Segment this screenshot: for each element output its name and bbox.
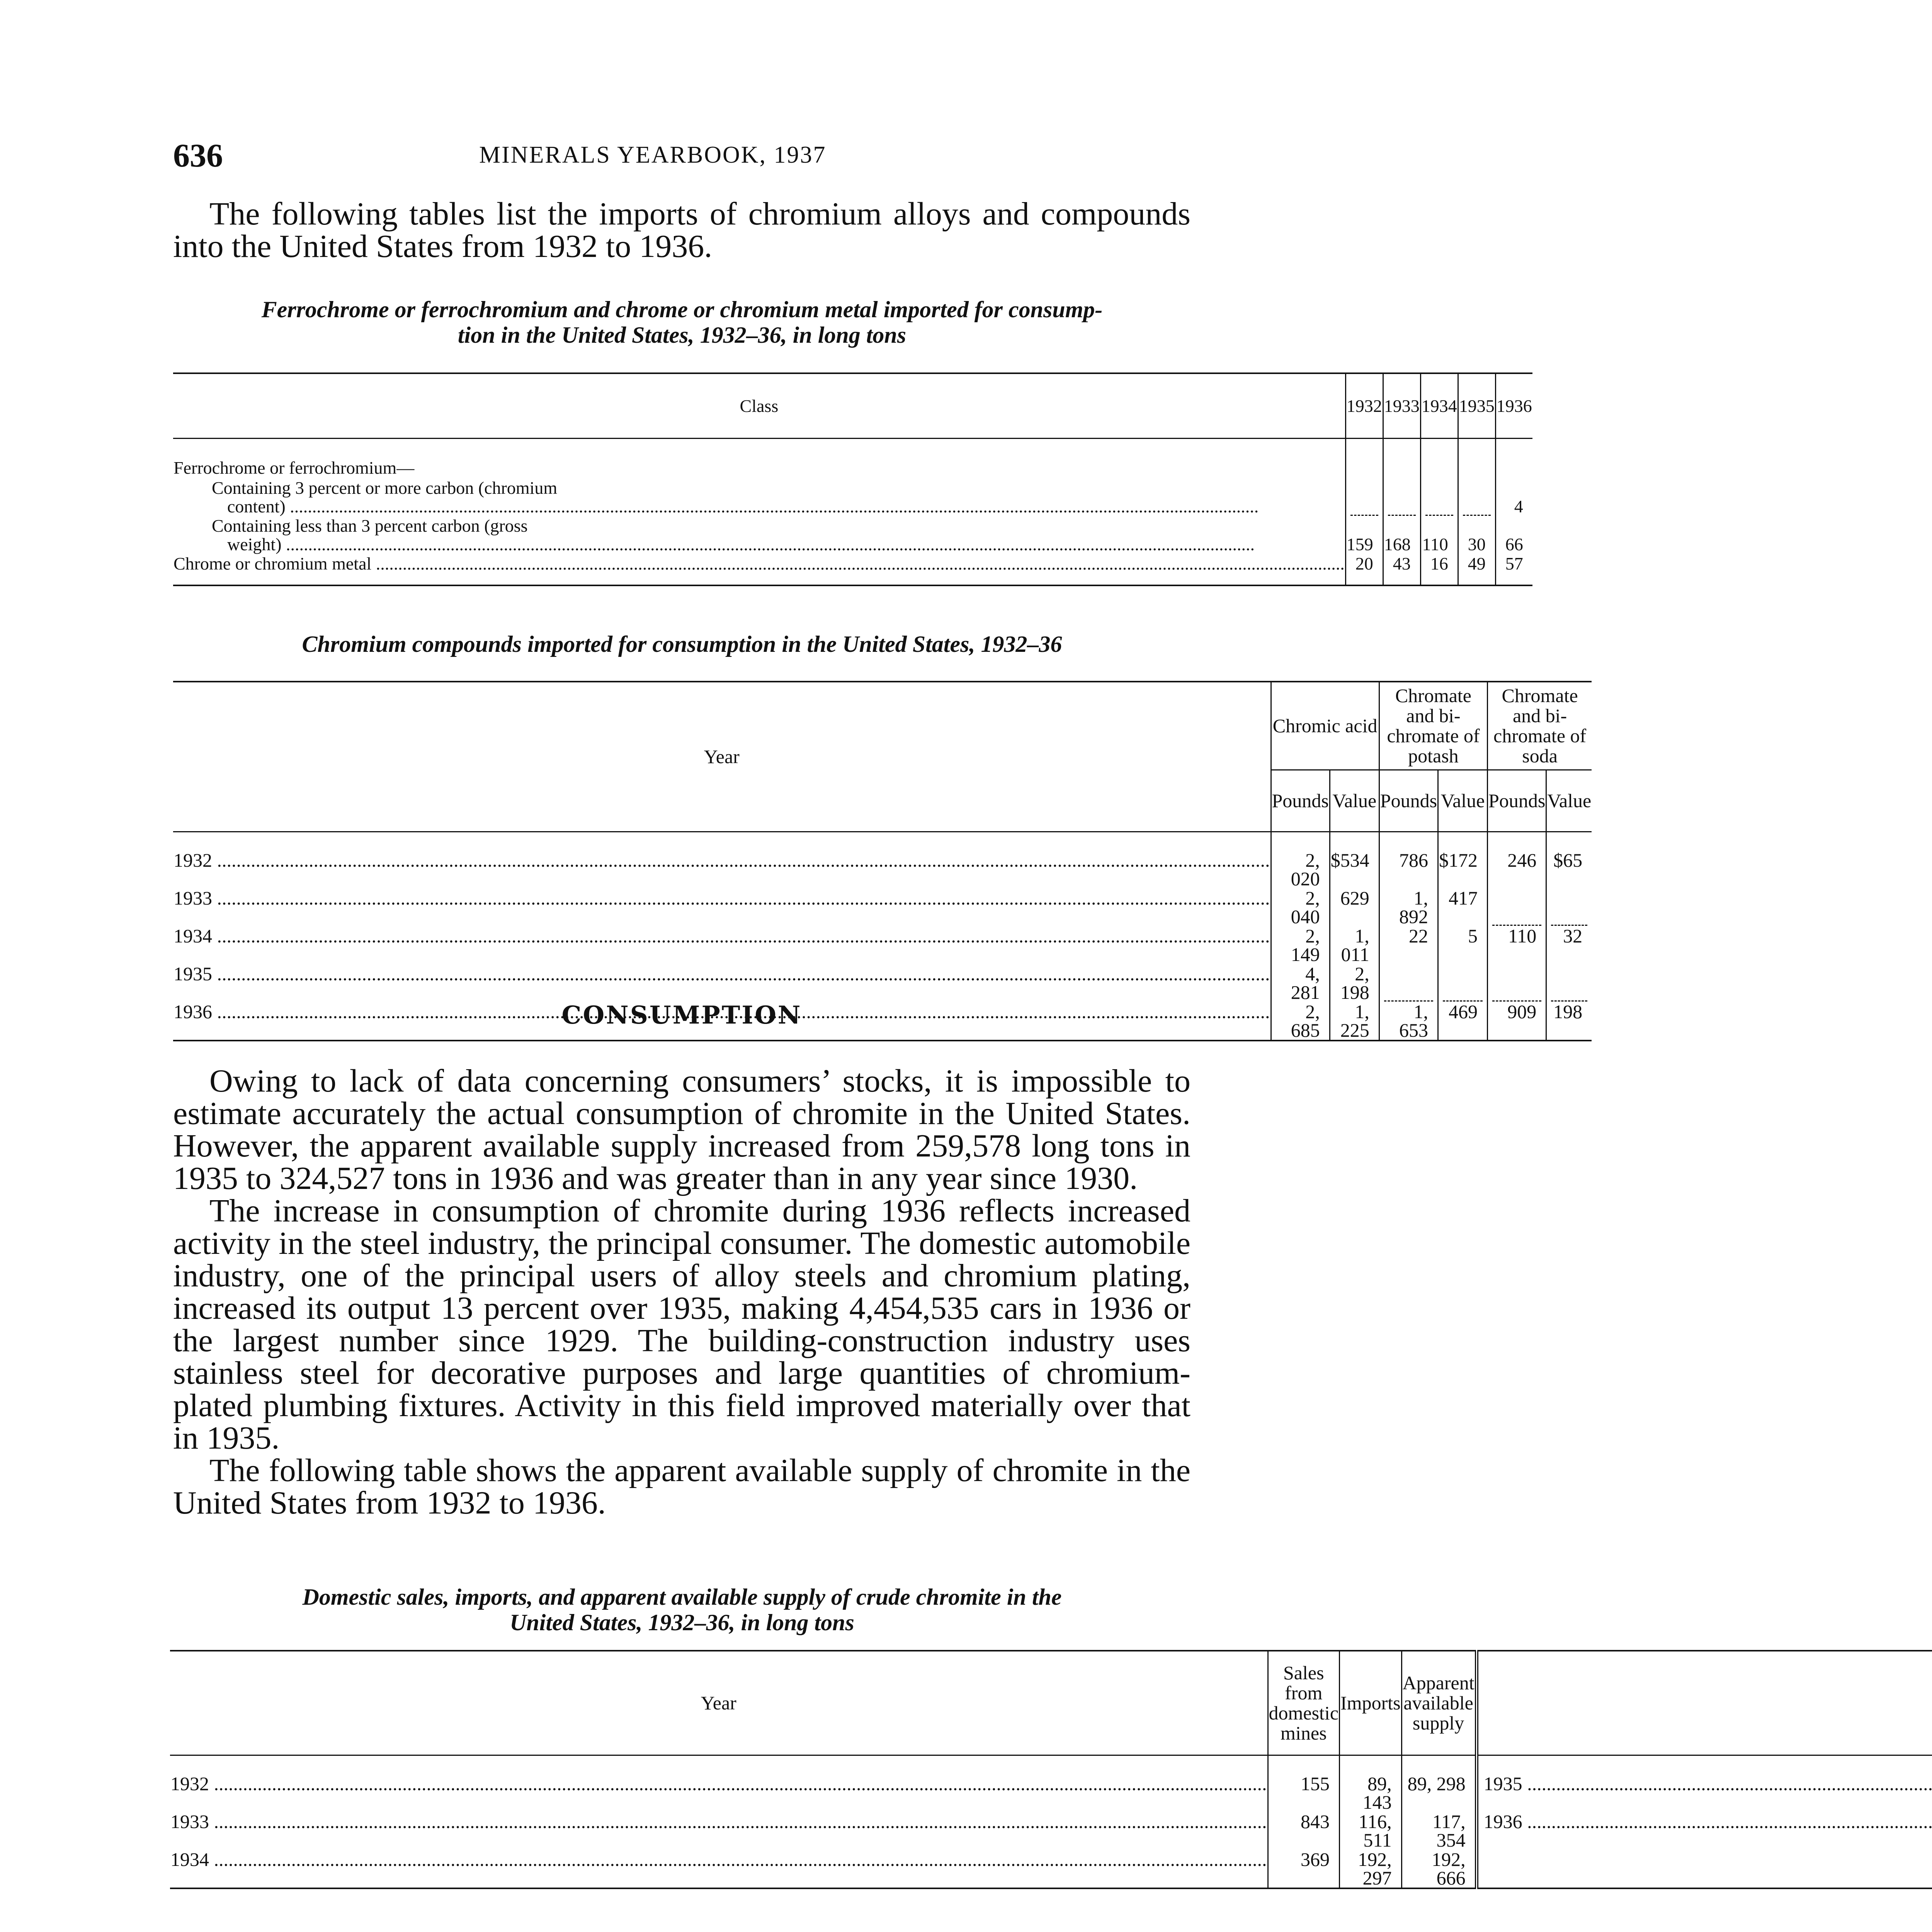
table1-caption: Ferrochrome or ferrochromium and chrome or chromium metal imported for consump- tion in the United States, 1932–36, in long tons [261,297,1103,348]
row-label: content) [227,496,286,516]
table-header-row [173,373,1532,438]
table-row: 1936 ..... 2, 685 1, 225 1, 653 469 909 198 [173,1002,1592,1041]
table-row: 1934 ..... 2, 149 1, 011 22 5 110 32 [173,926,1592,964]
col-1936: 1936 [1495,373,1532,438]
consumption-body [173,1065,1190,1519]
section-heading: CONSUMPTION [561,1001,802,1030]
col-1934: 1934 [1420,373,1458,438]
col-potash: Chromate and bi- chromate of potash [1379,682,1487,770]
col-sales: Sales from domestic mines [1268,1651,1340,1755]
chromium-compounds-table [173,681,1592,1041]
col-soda: Chromate and bi- chromate of soda [1488,682,1592,770]
col-potash-pounds: Pounds [1379,770,1438,832]
cell: 66 [1495,516,1532,554]
table-row: 1933 ..... 843 116, 511 117, 354 1936 ..... [170,1812,1932,1850]
row-label: Containing less than 3 percent carbon (gross [212,515,528,536]
cell: 43 [1383,554,1420,585]
cell: 16 [1420,554,1458,585]
page-number: 636 [173,137,223,174]
table-row: 1934 ..... 369 192, 297 192, 666 [170,1850,1932,1888]
col-1932: 1932 [1345,373,1383,438]
table-row: 1932 ..... 155 89, 143 89, 298 1935 ..... [170,1755,1932,1812]
cell: 168 [1383,516,1420,554]
cell: 159 [1345,516,1383,554]
table-row: 1935 ..... 4, 281 2, 198 [173,964,1592,1002]
row-label: weight) [227,534,282,554]
cell: 20 [1345,554,1383,585]
col-soda-value: Value [1546,770,1592,832]
table-row: 1932 ..... 2, 020 $534 786 $172 246 $65 [173,832,1592,888]
cell: 110 [1420,516,1458,554]
table-row [173,516,1532,554]
col-1933: 1933 [1383,373,1420,438]
running-title: MINERALS YEARBOOK, 1937 [479,142,827,168]
table-row [173,478,1532,516]
col-year-right [1476,1651,1932,1755]
chromite-supply-table [170,1650,1932,1889]
paragraph: The increase in consumption of chromite during 1936 reflects increased activity in the steel industry, the principal consumer. The domestic automobile industry, one of the principal users of alloy steels and chromium plating, increased its output 13 percent over 1935, making 4,454,535 cars in 1936 or the largest number since 1929. The building-construction industry uses stainless steel for decorative purposes and large quantities of chromium-plated plumbing fixtures. Activity in this field improved materially over that in 1935. [173,1193,1190,1456]
col-soda-pounds: Pounds [1488,770,1546,832]
col-year: Year [173,682,1271,832]
col-imports: Imports [1340,1651,1402,1755]
table-row [173,554,1532,585]
cell: 30 [1458,516,1495,554]
col-supply: Apparent available supply [1401,1651,1476,1755]
cell: 57 [1495,554,1532,585]
table3-caption: Domestic sales, imports, and apparent available supply of crude chromite in the United States, 1932–36, in long tons [302,1584,1062,1635]
col-potash-value: Value [1438,770,1488,832]
ferrochrome-table [173,372,1532,586]
col-acid-value: Value [1330,770,1379,832]
table2-caption: Chromium compounds imported for consumption in the United States, 1932–36 [302,631,1062,657]
col-chromic-acid: Chromic acid [1271,682,1379,770]
table-row [173,438,1532,478]
col-acid-pounds: Pounds [1271,770,1330,832]
cell: 4 [1495,478,1532,516]
paragraph: The following table shows the apparent available supply of chromite in the United States from 1932 to 1936. [173,1452,1190,1521]
table-row: 1933 ..... 2, 040 629 1, 892 417 [173,888,1592,926]
row-label: Chrome or chromium metal [173,553,372,573]
paragraph: Owing to lack of data concerning consumers’ stocks, it is impossible to estimate accurately the actual consumption of chromite in the United States. However, the apparent available supply increased from 259,578 long tons in 1935 to 324,527 tons in 1936 and was greater than in any year since 1930. [173,1063,1190,1196]
intro-paragraph: The following tables list the imports of chromium alloys and compounds into the United States from 1932 to 1936. [173,196,1190,264]
group-label: Ferrochrome or ferrochromium— [173,457,415,478]
row-label: Containing 3 percent or more carbon (chromium [212,478,558,498]
cell: 49 [1458,554,1495,585]
col-class: Class [740,396,779,416]
col-year: Year [170,1651,1268,1755]
col-1935: 1935 [1458,373,1495,438]
